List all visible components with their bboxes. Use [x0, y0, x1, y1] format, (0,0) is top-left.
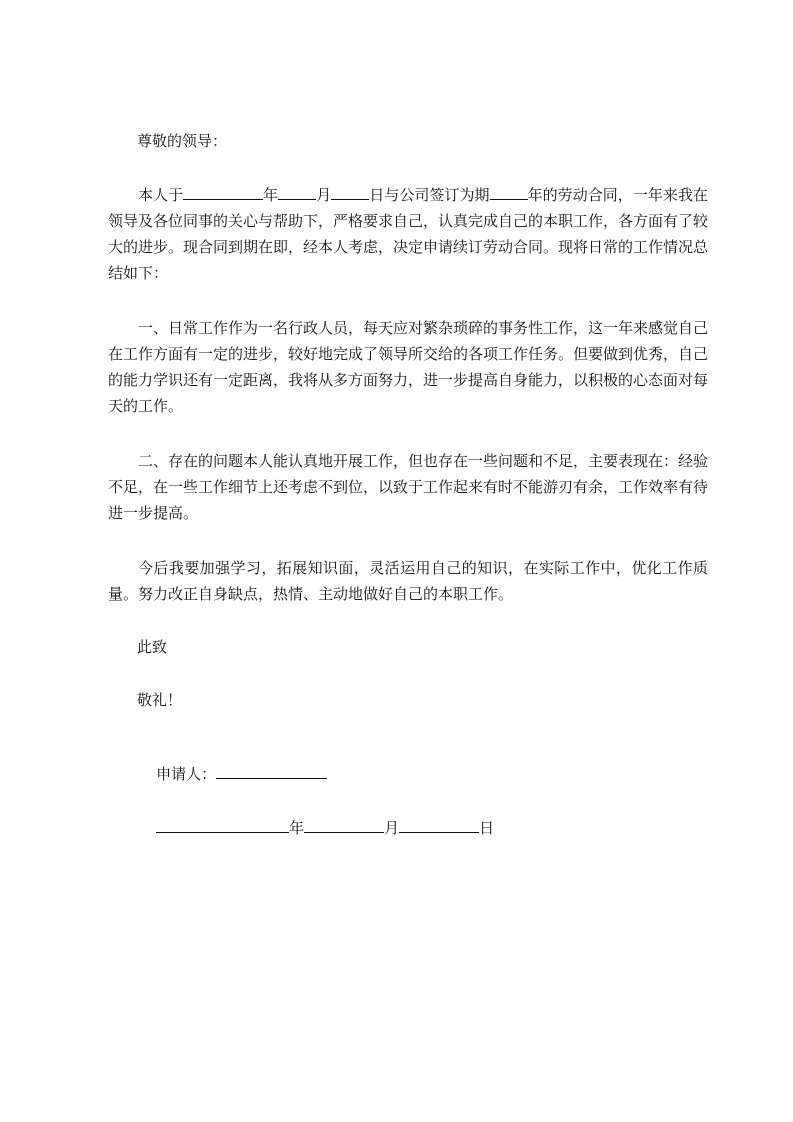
start-day-blank[interactable]: [331, 184, 369, 200]
closing-cizhi: 此致: [137, 638, 168, 656]
closing-jingli: 敬礼！: [137, 691, 183, 709]
date-day-blank[interactable]: [399, 817, 479, 833]
intro-paragraph: [108, 182, 708, 286]
intro-text-2: 年: [263, 186, 279, 204]
date-line: [137, 797, 495, 837]
start-year-blank[interactable]: [183, 184, 263, 200]
applicant-name-blank[interactable]: [216, 763, 327, 779]
start-month-blank[interactable]: [278, 184, 316, 200]
salutation: 尊敬的领导：: [137, 132, 228, 150]
section-future-plan: 今后我要加强学习，拓展知识面，灵活运用自己的知识，在实际工作中，优化工作质量。努力改正自身缺点，热情、主动地做好自己的本职工作。: [108, 559, 708, 603]
applicant-line: [137, 743, 327, 783]
section-problems: 二、存在的问题本人能认真地开展工作，但也存在一些问题和不足，主要表现在：经验不足，在一些工作细节上还考虑不到位，以致于工作起来有时不能游刃有余，工作效率有待进一步提高。: [108, 452, 709, 522]
applicant-label: 申请人：: [156, 765, 217, 783]
intro-text-1: 本人于: [138, 186, 184, 204]
date-year-label: 年: [289, 819, 305, 837]
date-month-blank[interactable]: [304, 817, 384, 833]
intro-text-4: 日与公司签订为期: [369, 186, 490, 204]
section-daily-work: 一、日常工作作为一名行政人员，每天应对繁杂琐碎的事务性工作，这一年来感觉自己在工作方面有一定的进步，较好地完成了领导所交给的各项工作任务。但要做到优秀，自己的能力学识还有一定距离，我将从多方面努力，进一步提高自身能力，以积极的心态面对每天的工作。: [108, 319, 709, 415]
date-year-blank[interactable]: [156, 817, 289, 833]
intro-text-5: 年的劳动合同，一年来我在领导及各位同事的关心与帮助下，严格要求自己，认真完成自己的本职工作，各方面有了较大的进步。现合同到期在即，经本人考虑，决定申请续订劳动合同。现将日常的工作情况总结如下：: [108, 186, 709, 282]
contract-term-blank[interactable]: [490, 184, 528, 200]
date-month-label: 月: [384, 819, 400, 837]
intro-text-3: 月: [316, 186, 332, 204]
date-day-label: 日: [479, 819, 495, 837]
